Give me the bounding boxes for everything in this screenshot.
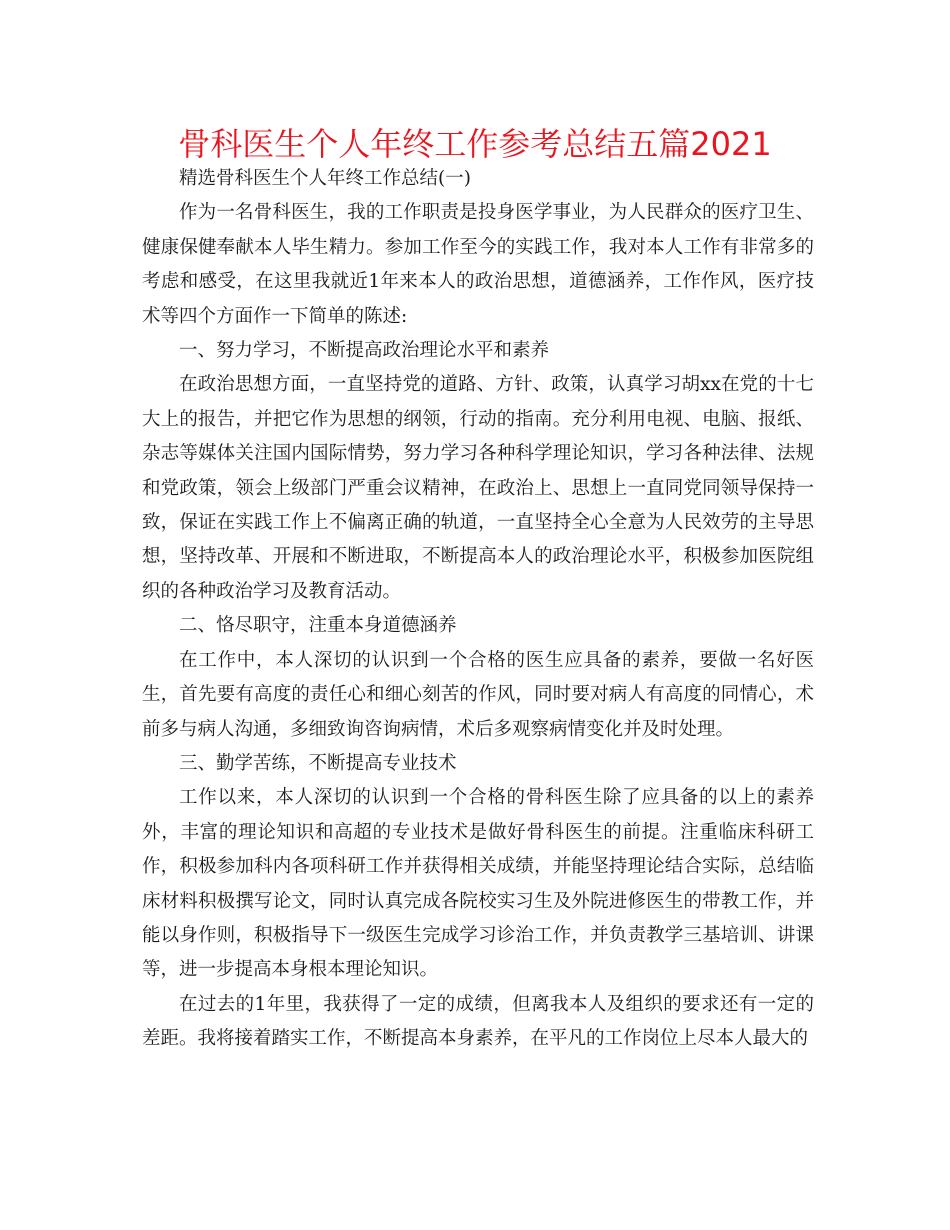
document-title: 骨科医生个人年终工作参考总结五篇2021 xyxy=(178,125,772,163)
document-body xyxy=(142,162,814,1057)
paragraph-conclusion: 在过去的1年里，我获得了一定的成绩，但离我本人及组织的要求还有一定的差距。我将接着踏实工作，不断提高本身素养，在平凡的工作岗位上尽本人最大的 xyxy=(142,993,814,1050)
section-subtitle: 精选骨科医生个人年终工作总结(一) xyxy=(179,168,471,189)
paragraph-intro: 作为一名骨科医生，我的工作职责是投身医学事业，为人民群众的医疗卫生、健康保健奉献本人毕生精力。参加工作至今的实践工作，我对本人工作有非常多的考虑和感受，在这里我就近1年来本人的政治思想，道德涵养，工作作风，医疗技术等四个方面作一下简单的陈述: xyxy=(142,202,814,327)
paragraph-politics: 在政治思想方面，一直坚持党的道路、方针、政策，认真学习胡xx在党的十七大上的报告，并把它作为思想的纲领，行动的指南。充分利用电视、电脑、报纸、杂志等媒体关注国内国际情势，努力学习各种科学理论知识，学习各种法律、法规和党政策，领会上级部门严重会议精神，在政治上、思想上一直同党同领导保持一致，保证在实践工作上不偏离正确的轨道，一直坚持全心全意为人民效劳的主导思想，坚持改革、开展和不断进取，不断提高本人的政治理论水平，积极参加医院组织的各种政治学习及教育活动。 xyxy=(142,374,814,602)
paragraph-ethics: 在工作中，本人深切的认识到一个合格的医生应具备的素养，要做一名好医生，首先要有高度的责任心和细心刻苦的作风，同时要对病人有高度的同情心，术前多与病人沟通，多细致询咨询病情，术后多观察病情变化并及时处理。 xyxy=(142,649,814,740)
section-heading-3: 三、勤学苦练，不断提高专业技术 xyxy=(179,752,457,774)
paragraph-skills: 工作以来，本人深切的认识到一个合格的骨科医生除了应具备的以上的素养外，丰富的理论知识和高超的专业技术是做好骨科医生的前提。注重临床科研工作，积极参加科内各项科研工作并获得相关成绩，并能坚持理论结合实际，总结临床材料积极撰写论文，同时认真完成各院校实习生及外院进修医生的带教工作，并能以身作则，积极指导下一级医生完成学习诊治工作，并负责教学三基培训、讲课等，进一步提高本身根本理论知识。 xyxy=(142,787,814,981)
section-heading-1: 一、努力学习，不断提高政治理论水平和素养 xyxy=(179,340,550,362)
section-heading-2: 二、恪尽职守，注重本身道德涵养 xyxy=(179,615,457,637)
